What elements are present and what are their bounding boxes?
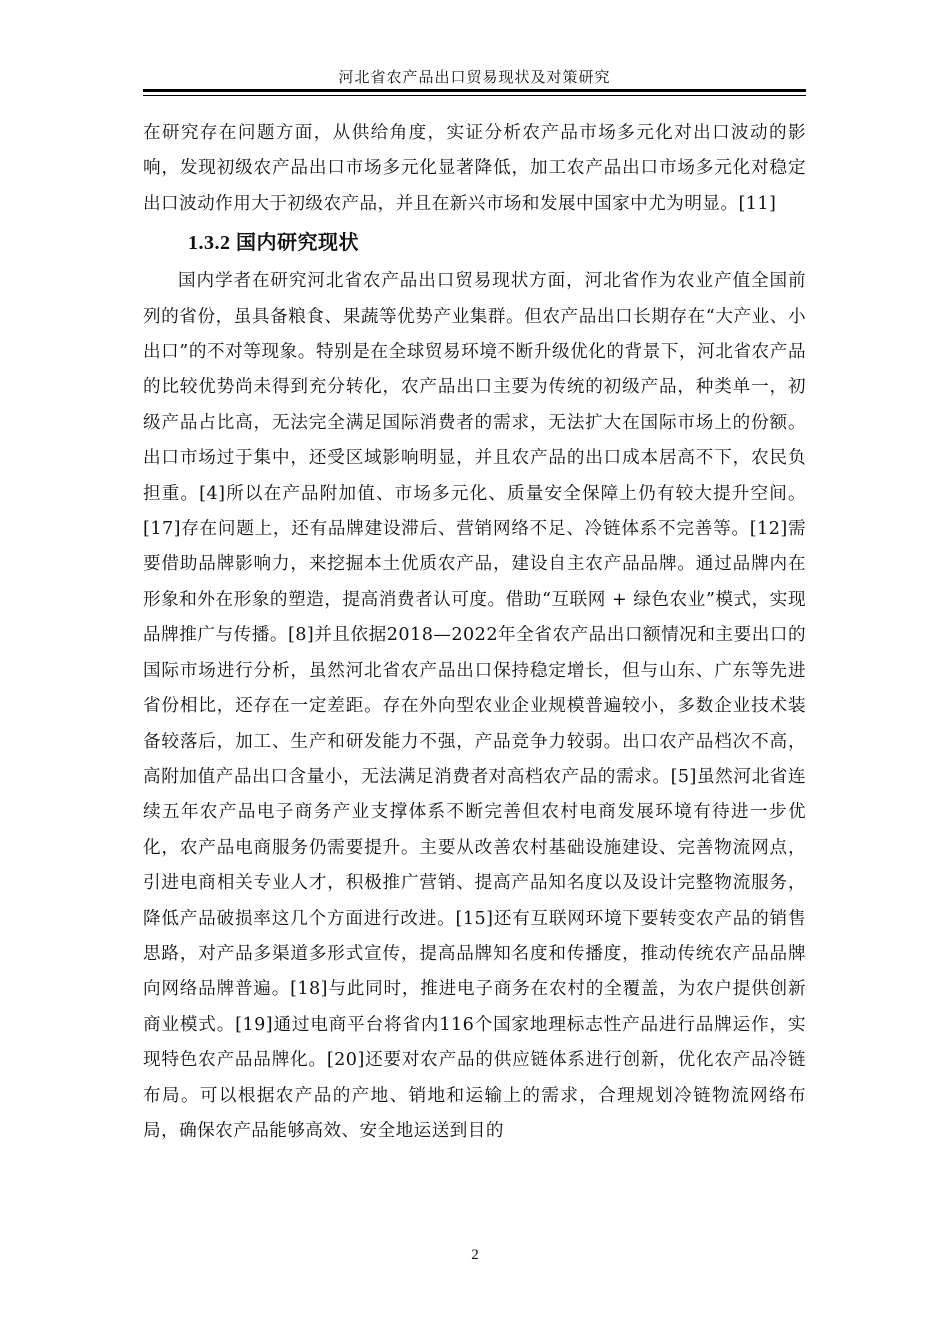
section-number: 1.3.2 [188,232,231,255]
section-heading [143,228,806,264]
header-rule-thick [143,89,806,92]
header-rule-thin [143,95,806,96]
paragraph-domestic-research: 国内学者在研究河北省农产品出口贸易现状方面，河北省作为农业产值全国前列的省份，虽具备粮食、果蔬等优势产业集群。但农产品出口长期存在“大产业、小出口”的不对等现象。特别是在全球贸易环境不断升级优化的背景下，河北省农产品的比较优势尚未得到充分转化，农产品出口主要为传统的初级产品，种类单一，初级产品占比高，无法完全满足国际消费者的需求，无法扩大在国际市场上的份额。出口市场过于集中，还受区域影响明显，并且农产品的出口成本居高不下，农民负担重。[4]所以在产品附加值、市场多元化、质量安全保障上仍有较大提升空间。[17]存在问题上，还有品牌建设滞后、营销网络不足、冷链体系不完善等。[12]需要借助品牌影响力，来挖掘本土优质农产品，建设自主农产品品牌。通过品牌内在形象和外在形象的塑造，提高消费者认可度。借助“互联网 + 绿色农业”模式，实现品牌推广与传播。[8]并且依据2018—2022年全省农产品出口额情况和主要出口的国际市场进行分析，虽然河北省农产品出口保持稳定增长，但与山东、广东等先进省份相比，还存在一定差距。存在外向型农业企业规模普遍较小，多数企业技术装备较落后，加工、生产和研发能力不强，产品竞争力较弱。出口农产品档次不高，高附加值产品出口含量小，无法满足消费者对高档农产品的需求。[5]虽然河北省连续五年农产品电子商务产业支撑体系不断完善但农村电商发展环境有待进一步优化，农产品电商服务仍需要提升。主要从改善农村基础设施建设、完善物流网点，引进电商相关专业人才，积极推广营销、提高产品知名度以及设计完整物流服务，降低产品破损率这几个方面进行改进。[15]还有互联网环境下要转变农产品的销售思路，对产品多渠道多形式宣传，提高品牌知名度和传播度，推动传统农产品品牌向网络品牌普遍。[18]与此同时，推进电子商务在农村的全覆盖，为农户提供创新商业模式。[19]通过电商平台将省内116个国家地理标志性产品进行品牌运作，实现特色农产品品牌化。[20]还要对农产品的供应链体系进行创新，优化农产品冷链布局。可以根据农产品的产地、销地和运输上的需求，合理规划冷链物流网络布局，确保农产品能够高效、安全地运送到目的 [143,271,806,1141]
body-text [143,116,806,1149]
running-header: 河北省农产品出口贸易现状及对策研究 [338,68,611,86]
section-title: 国内研究现状 [236,232,359,255]
page-number: 2 [471,1247,479,1263]
paragraph-continued: 在研究存在问题方面，从供给角度，实证分析农产品市场多元化对出口波动的影响，发现初级农产品出口市场多元化显著降低，加工农产品出口市场多元化对稳定出口波动作用大于初级农产品，并且在新兴市场和发展中国家中尤为明显。[11] [143,123,806,214]
